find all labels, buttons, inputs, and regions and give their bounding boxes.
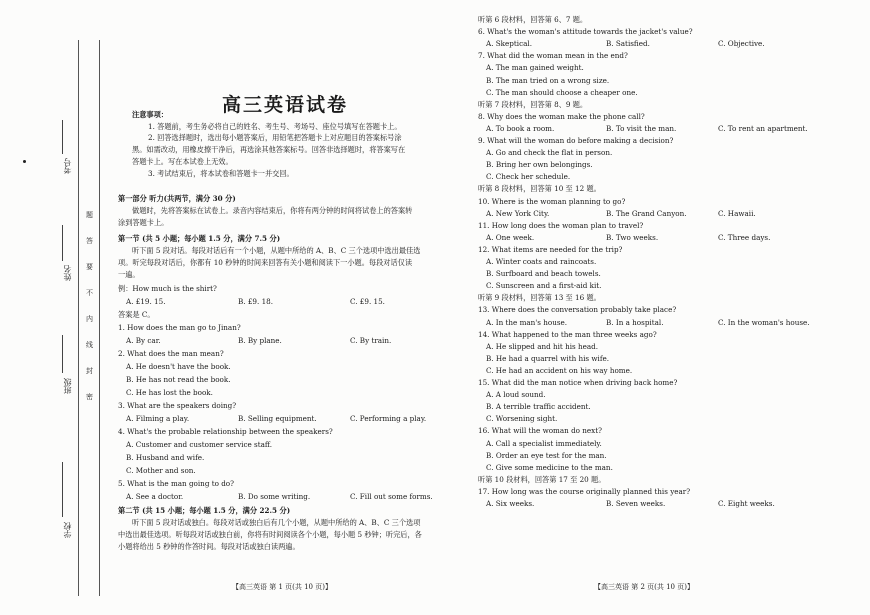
page2-footer: 【高三英语 第 2 页(共 10 页)】 bbox=[594, 583, 694, 591]
margin-dot bbox=[23, 160, 26, 163]
question: 2. What does the man mean? bbox=[118, 349, 224, 358]
option[interactable]: B. A terrible traffic accident. bbox=[486, 402, 591, 412]
material-heading: 听第 10 段材料，回答第 17 至 20 题。 bbox=[478, 474, 606, 484]
option[interactable]: C. The man should choose a cheaper one. bbox=[486, 87, 638, 97]
section1-intro: 一遍。 bbox=[118, 270, 140, 279]
section2-heading: 第二节 (共 15 小题；每小题 1.5 分，满分 22.5 分) bbox=[118, 506, 291, 515]
option[interactable]: B. By plane. bbox=[238, 336, 282, 345]
notice-line: 答题卡上。写在本试卷上无效。 bbox=[132, 157, 233, 166]
example-option: A. £19. 15. bbox=[126, 297, 166, 306]
section1-heading: 第一节 (共 5 小题；每小题 1.5 分，满分 7.5 分) bbox=[118, 234, 281, 243]
material-heading: 听第 9 段材料，回答第 13 至 16 题。 bbox=[478, 293, 601, 303]
option[interactable]: C. In the woman's house. bbox=[718, 317, 810, 327]
option[interactable]: A. To book a room. bbox=[486, 123, 555, 133]
binding-line-right bbox=[99, 40, 100, 596]
question: 5. What is the man going to do? bbox=[118, 479, 234, 488]
option[interactable]: C. Fill out some forms. bbox=[350, 492, 433, 501]
question: 3. What are the speakers doing? bbox=[118, 401, 237, 410]
option[interactable]: A. He doesn't have the book. bbox=[126, 362, 231, 371]
option[interactable]: B. Husband and wife. bbox=[126, 453, 205, 462]
option[interactable]: C. To rent an apartment. bbox=[718, 123, 808, 133]
part1-intro: 涂到答题卡上。 bbox=[118, 218, 169, 227]
school-label: 学校 bbox=[63, 522, 72, 538]
question: 10. Where is the woman planning to go? bbox=[478, 196, 626, 206]
option[interactable]: A. New York City. bbox=[486, 208, 550, 218]
option[interactable]: C. He had an accident on his way home. bbox=[486, 365, 633, 375]
option[interactable]: A. Customer and customer service staff. bbox=[126, 440, 273, 449]
option[interactable]: A. Six weeks. bbox=[486, 499, 535, 508]
question: 15. What did the man notice when driving back home? bbox=[478, 378, 678, 387]
option[interactable]: A. Call a specialist immediately. bbox=[486, 438, 602, 448]
notice-line: 3. 考试结束后，将本试卷和答题卡一并交回。 bbox=[148, 169, 294, 178]
question: 16. What will the woman do next? bbox=[478, 426, 602, 436]
section2-intro: 听下面 5 段对话或独白。每段对话或独白后有几个小题，从题中所给的 A、B、C 三个选项 bbox=[132, 518, 421, 527]
seal-char: 内 bbox=[86, 315, 93, 323]
question: 1. How does the man go to Jinan? bbox=[118, 323, 241, 332]
example-answer: 答案是 C。 bbox=[118, 310, 155, 319]
option[interactable]: A. A loud sound. bbox=[486, 390, 546, 400]
option[interactable]: A. See a doctor. bbox=[126, 492, 184, 501]
option[interactable]: B. In a hospital. bbox=[606, 317, 664, 327]
question: 7. What did the woman mean in the end? bbox=[478, 51, 628, 61]
option[interactable]: B. The man tried on a wrong size. bbox=[486, 75, 610, 85]
binding-line-left bbox=[78, 40, 79, 596]
option[interactable]: B. Satisfied. bbox=[606, 39, 650, 49]
option[interactable]: B. Selling equipment. bbox=[238, 414, 317, 423]
page-title: 高三英语试卷 bbox=[222, 94, 349, 116]
option[interactable]: B. Surfboard and beach towels. bbox=[486, 269, 601, 279]
option[interactable]: A. The man gained weight. bbox=[486, 63, 584, 73]
option[interactable]: C. Hawaii. bbox=[718, 208, 756, 218]
material-heading: 听第 6 段材料，回答第 6、7 题。 bbox=[478, 15, 588, 24]
option[interactable]: C. Objective. bbox=[718, 39, 765, 49]
option[interactable]: A. He slipped and hit his head. bbox=[486, 341, 599, 351]
question: 17. How long was the course originally planned this year? bbox=[478, 486, 691, 496]
option[interactable]: C. Eight weeks. bbox=[718, 499, 775, 508]
example-question: 例：How much is the shirt? bbox=[118, 284, 217, 293]
option[interactable]: A. Filming a play. bbox=[126, 414, 190, 423]
option[interactable]: B. Seven weeks. bbox=[606, 499, 666, 508]
part1-intro: 做题时，先将答案标在试卷上。录音内容结束后，你将有两分钟的时间将试卷上的答案转 bbox=[132, 206, 413, 215]
option[interactable]: C. Check her schedule. bbox=[486, 172, 571, 182]
exam-number-label: 考号 bbox=[63, 158, 72, 174]
example-option: C. £9. 15. bbox=[350, 297, 385, 306]
option[interactable]: B. He had a quarrel with his wife. bbox=[486, 353, 610, 363]
option[interactable]: B. Bring her own belongings. bbox=[486, 160, 593, 170]
name-label: 姓名 bbox=[63, 265, 72, 281]
option[interactable]: A. By car. bbox=[126, 336, 161, 345]
part1-heading: 第一部分 听力(共两节，满分 30 分) bbox=[118, 194, 236, 203]
section1-intro: 听下面 5 段对话。每段对话后有一个小题，从题中所给的 A、B、C 三个选项中选出最佳选 bbox=[132, 246, 421, 255]
option[interactable]: C. Worsening sight. bbox=[486, 414, 558, 424]
question: 9. What will the woman do before making a decision? bbox=[478, 136, 674, 145]
page-2-column bbox=[478, 0, 858, 580]
section1-intro: 项。听完每段对话后，你都有 10 秒钟的时间来回答有关小题和阅读下一小题。每段对话仅读 bbox=[118, 258, 413, 267]
question: 11. How long does the woman plan to travel? bbox=[478, 220, 644, 230]
seal-char: 题 bbox=[86, 211, 93, 219]
option[interactable]: B. Do some writing. bbox=[238, 492, 311, 501]
seal-char: 封 bbox=[86, 367, 93, 375]
exam-number-field[interactable] bbox=[62, 120, 63, 154]
name-field[interactable] bbox=[62, 225, 63, 261]
school-field[interactable] bbox=[62, 462, 63, 517]
option[interactable]: C. Three days. bbox=[718, 232, 771, 242]
option[interactable]: B. He has not read the book. bbox=[126, 375, 231, 384]
option[interactable]: A. In the man's house. bbox=[486, 317, 568, 327]
section2-intro: 中选出最佳选项。听每段对话或独白前，你将有时间阅读各个小题，每小题 5 秒钟；听完后，各 bbox=[118, 530, 422, 539]
option[interactable]: C. Performing a play. bbox=[350, 414, 427, 423]
option[interactable]: B. Two weeks. bbox=[606, 232, 659, 242]
option[interactable]: A. Winter coats and raincoats. bbox=[486, 257, 597, 266]
notice-line: 黑。如需改动，用橡皮擦干净后，再选涂其他答案标号。回答非选择题时，将答案写在 bbox=[132, 145, 406, 154]
option[interactable]: B. To visit the man. bbox=[606, 123, 677, 133]
option[interactable]: C. By train. bbox=[350, 336, 392, 345]
option[interactable]: A. Go and check the flat in person. bbox=[486, 148, 613, 158]
question: 13. Where does the conversation probably take place? bbox=[478, 305, 677, 315]
material-heading: 听第 7 段材料，回答第 8、9 题。 bbox=[478, 99, 588, 109]
page1-footer: 【高三英语 第 1 页(共 10 页)】 bbox=[232, 583, 332, 591]
class-label: 班级 bbox=[63, 378, 72, 394]
section2-intro: 小题将给出 5 秒钟的作答时间。每段对话或独白读两遍。 bbox=[118, 542, 300, 551]
option[interactable]: A. Skeptical. bbox=[486, 39, 532, 49]
option[interactable]: C. Mother and son. bbox=[126, 466, 196, 475]
example-option: B. £9. 18. bbox=[238, 297, 273, 306]
seal-char: 线 bbox=[86, 341, 93, 349]
option[interactable]: C. He has lost the book. bbox=[126, 388, 213, 397]
option[interactable]: B. Order an eye test for the man. bbox=[486, 450, 607, 460]
option[interactable]: B. The Grand Canyon. bbox=[606, 208, 687, 218]
option[interactable]: C. Give some medicine to the man. bbox=[486, 462, 613, 472]
material-heading: 听第 8 段材料，回答第 10 至 12 题。 bbox=[478, 184, 601, 194]
option[interactable]: A. One week. bbox=[486, 232, 535, 242]
seal-char: 密 bbox=[86, 393, 93, 401]
notice-line: 2. 回答选择题时，选出每小题答案后，用铅笔把答题卡上对应题目的答案标号涂 bbox=[148, 133, 402, 142]
seal-char: 不 bbox=[86, 289, 93, 297]
notice-heading: 注意事项： bbox=[132, 110, 168, 119]
class-field[interactable] bbox=[62, 335, 63, 373]
question: 8. Why does the woman make the phone call? bbox=[478, 111, 645, 121]
seal-char: 要 bbox=[86, 263, 93, 271]
notice-line: 1. 答题前，考生务必将自己的姓名、考生号、考场号、座位号填写在答题卡上。 bbox=[148, 122, 402, 131]
seal-char: 答 bbox=[86, 237, 93, 245]
question: 12. What items are needed for the trip? bbox=[478, 244, 623, 254]
question: 4. What's the probable relationship between the speakers? bbox=[118, 427, 333, 436]
option[interactable]: C. Sunscreen and a first-aid kit. bbox=[486, 281, 602, 291]
question: 6. What's the woman's attitude towards the jacket's value? bbox=[478, 27, 693, 37]
question: 14. What happened to the man three weeks ago? bbox=[478, 329, 657, 339]
